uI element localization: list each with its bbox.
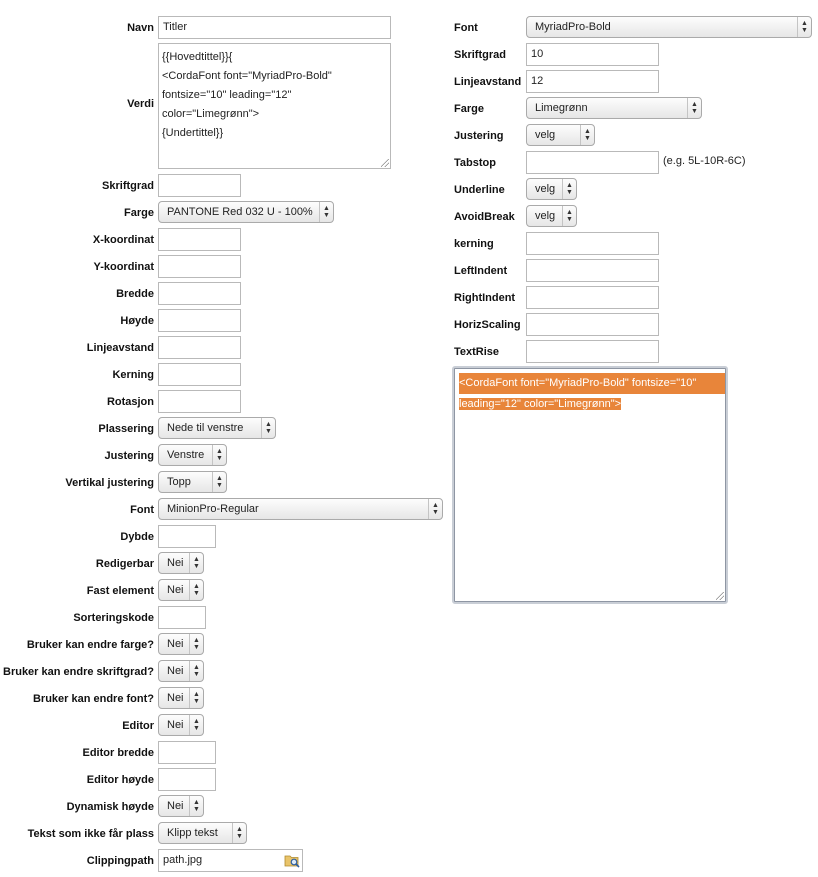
endreskrift-label: Bruker kan endre skriftgrad? [3, 666, 154, 678]
editor-value: Nei [167, 719, 184, 731]
up-down-arrows-icon: ▲ ▼ [189, 634, 203, 654]
verdi-textarea[interactable] [158, 43, 391, 169]
ebredde-label: Editor bredde [82, 747, 154, 759]
r-avoidbreak-value: velg [535, 210, 556, 222]
justering-label: Justering [104, 450, 154, 462]
up-down-arrows-icon: ▲ ▼ [687, 98, 701, 118]
font-value: MinionPro-Regular [167, 503, 259, 515]
navn-input[interactable]: Titler [158, 16, 391, 39]
up-down-arrows-icon: ▲ ▼ [189, 715, 203, 735]
tekstplass-label: Tekst som ikke får plass [27, 828, 154, 840]
rotasjon-input[interactable] [158, 390, 241, 413]
r-justering-label: Justering [454, 130, 504, 142]
font-select[interactable] [158, 498, 443, 520]
r-font-label: Font [454, 22, 478, 34]
r-skriftgrad-label: Skriftgrad [454, 49, 506, 61]
r-rightindent-input[interactable] [526, 286, 659, 309]
linjeavstand-label: Linjeavstand [86, 342, 154, 354]
farge-label: Farge [124, 207, 154, 219]
r-underline-label: Underline [454, 184, 505, 196]
up-down-arrows-icon: ▲ ▼ [797, 17, 811, 37]
editor-select[interactable] [158, 714, 204, 736]
ykoord-label: Y-koordinat [93, 261, 154, 273]
r-justering-select[interactable] [526, 124, 595, 146]
linjeavstand-input[interactable] [158, 336, 241, 359]
r-farge-value: Limegrønn [535, 102, 588, 114]
endrefarge-select[interactable] [158, 633, 204, 655]
r-kerning-label: kerning [454, 238, 494, 250]
tekstplass-value: Klipp tekst [167, 827, 218, 839]
r-leftindent-input[interactable] [526, 259, 659, 282]
tekstplass-select[interactable] [158, 822, 247, 844]
dynhoyde-value: Nei [167, 800, 184, 812]
hoyde-input[interactable] [158, 309, 241, 332]
r-avoidbreak-select[interactable] [526, 205, 577, 227]
r-skriftgrad-input[interactable]: 10 [526, 43, 659, 66]
verdi-line: fontsize="10" leading="12" color="Limegrønn"> [162, 89, 292, 120]
r-underline-select[interactable] [526, 178, 577, 200]
verdi-line: {Undertittel}} [162, 127, 224, 139]
vjustering-select[interactable] [158, 471, 227, 493]
sortering-input[interactable] [158, 606, 206, 629]
hoyde-label: Høyde [120, 315, 154, 327]
r-avoidbreak-label: AvoidBreak [454, 211, 515, 223]
bredde-label: Bredde [116, 288, 154, 300]
up-down-arrows-icon: ▲ ▼ [189, 553, 203, 573]
plassering-value: Nede til venstre [167, 422, 244, 434]
xkoord-label: X-koordinat [92, 234, 154, 246]
up-down-arrows-icon: ▲ ▼ [562, 206, 576, 226]
up-down-arrows-icon: ▲ ▼ [562, 179, 576, 199]
ykoord-input[interactable] [158, 255, 241, 278]
endreskrift-select[interactable] [158, 660, 204, 682]
endrefarge-value: Nei [167, 638, 184, 650]
endrefarge-label: Bruker kan endre farge? [26, 639, 154, 651]
farge-value: PANTONE Red 032 U - 100% [167, 206, 313, 218]
vjustering-value: Topp [167, 476, 191, 488]
resize-handle-icon[interactable] [381, 159, 389, 167]
r-tabstop-input[interactable] [526, 151, 659, 174]
xkoord-input[interactable] [158, 228, 241, 251]
sortering-label: Sorteringskode [73, 612, 154, 624]
folder-search-icon[interactable] [284, 853, 300, 868]
up-down-arrows-icon: ▲ ▼ [261, 418, 275, 438]
r-rightindent-label: RightIndent [454, 292, 516, 304]
up-down-arrows-icon: ▲ ▼ [189, 688, 203, 708]
r-farge-label: Farge [454, 103, 484, 115]
r-farge-select[interactable] [526, 97, 702, 119]
verdi-line: {{Hovedtittel}}{ [162, 51, 233, 63]
r-tabstop-label: Tabstop [454, 157, 496, 169]
preview-textarea[interactable] [452, 366, 728, 604]
up-down-arrows-icon: ▲ ▼ [212, 472, 226, 492]
dynhoyde-label: Dynamisk høyde [66, 801, 154, 813]
fast-label: Fast element [86, 585, 154, 597]
r-font-value: MyriadPro-Bold [535, 21, 611, 33]
clipping-input[interactable] [158, 849, 303, 872]
r-textrise-label: TextRise [454, 346, 500, 358]
up-down-arrows-icon: ▲ ▼ [580, 125, 594, 145]
justering-select[interactable] [158, 444, 227, 466]
up-down-arrows-icon: ▲ ▼ [232, 823, 246, 843]
up-down-arrows-icon: ▲ ▼ [189, 796, 203, 816]
fast-select[interactable] [158, 579, 204, 601]
navn-label: Navn [127, 22, 154, 34]
r-leftindent-label: LeftIndent [454, 265, 508, 277]
up-down-arrows-icon: ▲ ▼ [189, 661, 203, 681]
endrefont-value: Nei [167, 692, 184, 704]
kerning-input[interactable] [158, 363, 241, 386]
kerning-label: Kerning [112, 369, 154, 381]
preview-line: leading="12" color="Limegrønn"> [459, 398, 622, 410]
up-down-arrows-icon: ▲ ▼ [428, 499, 442, 519]
r-underline-value: velg [535, 183, 556, 195]
up-down-arrows-icon: ▲ ▼ [319, 202, 333, 222]
endrefont-select[interactable] [158, 687, 204, 709]
ehoyde-input[interactable] [158, 768, 216, 791]
dynhoyde-select[interactable] [158, 795, 204, 817]
endreskrift-value: Nei [167, 665, 184, 677]
skriftgrad-label: Skriftgrad [102, 180, 154, 192]
preview-text [459, 373, 725, 415]
r-horizscaling-label: HorizScaling [454, 319, 521, 331]
redigerbar-value: Nei [167, 557, 184, 569]
resize-handle-icon[interactable] [716, 592, 724, 600]
editor-label: Editor [122, 720, 154, 732]
r-justering-value: velg [535, 129, 556, 141]
r-textrise-input[interactable] [526, 340, 659, 363]
clipping-label: Clippingpath [86, 855, 154, 867]
redigerbar-label: Redigerbar [95, 558, 154, 570]
plassering-label: Plassering [98, 423, 154, 435]
clipping-value: path.jpg [163, 854, 203, 866]
tabstop-hint: (e.g. 5L-10R-6C) [663, 155, 746, 167]
redigerbar-select[interactable] [158, 552, 204, 574]
farge-select[interactable] [158, 201, 334, 223]
verdi-line: <CordaFont font="MyriadPro-Bold" [162, 70, 332, 82]
dybde-label: Dybde [120, 531, 154, 543]
r-linjeavstand-input[interactable]: 12 [526, 70, 659, 93]
r-font-select[interactable] [526, 16, 812, 38]
bredde-input[interactable] [158, 282, 241, 305]
fast-value: Nei [167, 584, 184, 596]
up-down-arrows-icon: ▲ ▼ [212, 445, 226, 465]
r-kerning-input[interactable] [526, 232, 659, 255]
r-linjeavstand-label: Linjeavstand [454, 76, 522, 88]
dybde-input[interactable] [158, 525, 216, 548]
vjustering-label: Vertikal justering [65, 477, 154, 489]
endrefont-label: Bruker kan endre font? [32, 693, 154, 705]
preview-line: <CordaFont font="MyriadPro-Bold" fontsize="10" [459, 373, 725, 394]
up-down-arrows-icon: ▲ ▼ [189, 580, 203, 600]
ebredde-input[interactable] [158, 741, 216, 764]
plassering-select[interactable] [158, 417, 276, 439]
rotasjon-label: Rotasjon [106, 396, 154, 408]
ehoyde-label: Editor høyde [86, 774, 154, 786]
justering-value: Venstre [167, 449, 205, 461]
skriftgrad-input[interactable] [158, 174, 241, 197]
r-horizscaling-input[interactable] [526, 313, 659, 336]
verdi-label: Verdi [127, 98, 154, 110]
font-label: Font [130, 504, 154, 516]
